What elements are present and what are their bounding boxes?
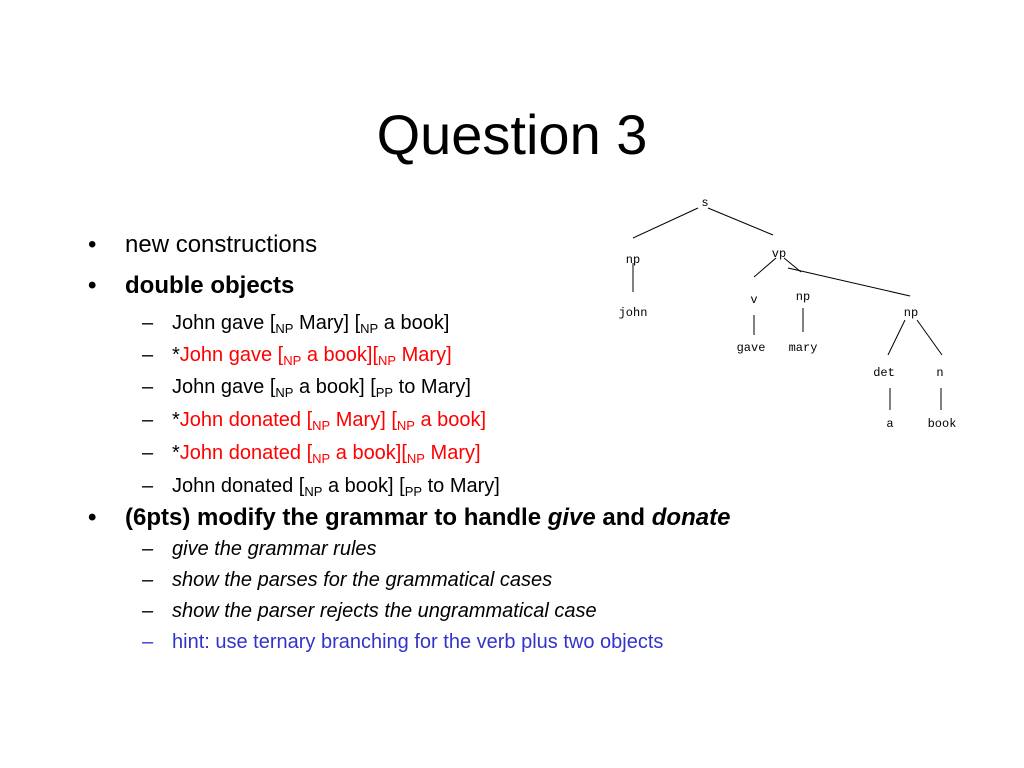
example-text: *John donated [$_{NP}$ a $book][_{NP}$ Mary] [172, 442, 481, 466]
example-text: John gave [$_{NP}$ a book] [$_{PP}$ to Mary] [172, 376, 471, 400]
tree-node-v: v [750, 293, 758, 307]
dash-marker: – [142, 475, 154, 497]
tree-node-det: det [873, 366, 895, 380]
tree-node-n: n [936, 366, 944, 380]
tree-leaf-a: a [886, 417, 894, 431]
dash-marker: – [142, 344, 154, 366]
tree-node-vp: vp [771, 247, 787, 261]
tree-node-np: np [795, 290, 811, 304]
tree-node-s: s [701, 196, 709, 210]
dash-marker: – [142, 600, 154, 622]
dash-marker: – [142, 631, 154, 653]
tree-node-np: np [625, 253, 641, 267]
bullet-marker: • [88, 231, 97, 258]
tree-edge [708, 208, 773, 235]
bullet-marker: • [88, 272, 97, 299]
example-text: *John donated [$_{NP}$ Mary] [$_{NP}$ a book] [172, 409, 487, 433]
tree-edge [633, 208, 698, 238]
tree-edge [888, 320, 905, 355]
bullet-text: new constructions [125, 231, 318, 258]
bullet-marker: • [88, 504, 97, 531]
tree-leaf-mary: mary [788, 341, 818, 355]
tree-leaf-john: john [618, 306, 648, 320]
dash-marker: – [142, 409, 154, 431]
dash-marker: – [142, 538, 154, 560]
tree-node-np: np [903, 306, 919, 320]
parse-tree [590, 190, 970, 440]
hint-text: hint: use ternary branching for the verb plus two objects [172, 631, 664, 653]
example-text: *John gave [$_{NP}$ a $book][_{NP}$ Mary] [172, 344, 452, 368]
task-text: show the parses for the grammatical cases [172, 569, 553, 591]
dash-marker: – [142, 376, 154, 398]
example-text: John donated [$_{NP}$ a book] [$_{PP}$ to Mary] [172, 475, 500, 499]
tree-leaf-book: book [927, 417, 957, 431]
tree-edge [917, 320, 942, 355]
dash-marker: – [142, 312, 154, 334]
dash-marker: – [142, 442, 154, 464]
task-text: give the grammar rules [172, 538, 377, 560]
tree-leaf-gave: gave [736, 341, 766, 355]
slide-title: Question 3 [376, 103, 648, 166]
bullet-text: double objects [125, 272, 295, 299]
bullet-text: (6pts) modify the grammar to handle give and donate [125, 504, 731, 531]
task-text: show the parser rejects the ungrammatical case [172, 600, 597, 622]
dash-marker: – [142, 569, 154, 591]
example-text: John gave [$_{NP}$ Mary] [$_{NP}$ a book] [172, 312, 450, 336]
